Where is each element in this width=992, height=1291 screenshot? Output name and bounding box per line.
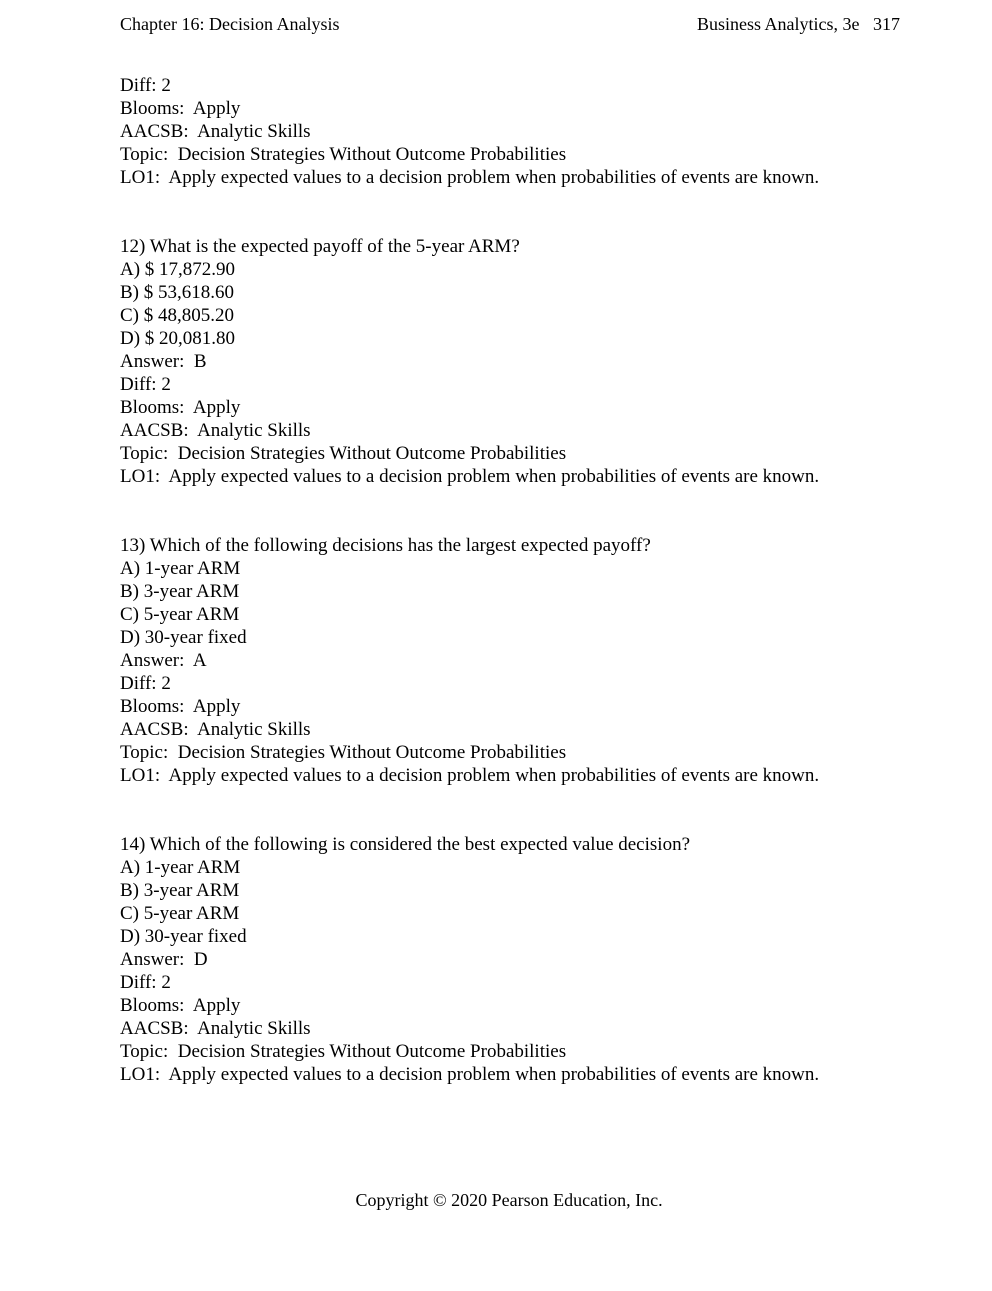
previous-question-metadata [120,74,920,189]
question-stem: 13) Which of the following decisions has the largest expected payoff? [120,535,651,556]
aacsb-tag: AACSB: Analytic Skills [120,420,311,441]
topic: Topic: Decision Strategies Without Outcome Probabilities [120,443,567,464]
option-b: B) $ 53,618.60 [120,282,234,303]
option-a: A) 1-year ARM [120,558,241,579]
option-d: D) 30-year fixed [120,926,247,947]
option-d: D) 30-year fixed [120,627,247,648]
learning-objective: LO1: Apply expected values to a decision problem when probabilities of events are known. [120,1064,820,1085]
answer: Answer: B [120,351,207,372]
difficulty: Diff: 2 [120,673,171,694]
option-b: B) 3-year ARM [120,581,240,602]
book-title: Business Analytics, 3e [697,14,860,34]
topic: Topic: Decision Strategies Without Outcome Probabilities [120,742,567,763]
question-13 [120,534,920,787]
question-stem: 14) Which of the following is considered the best expected value decision? [120,834,690,855]
page-content [120,74,920,1086]
option-c: C) 5-year ARM [120,604,240,625]
question-stem: 12) What is the expected payoff of the 5-year ARM? [120,236,520,257]
question-14 [120,833,920,1086]
learning-objective: LO1: Apply expected values to a decision problem when probabilities of events are known. [120,167,820,188]
topic: Topic: Decision Strategies Without Outcome Probabilities [120,144,567,165]
page-number: 317 [873,14,900,34]
blooms-level: Blooms: Apply [120,696,241,717]
aacsb-tag: AACSB: Analytic Skills [120,1018,311,1039]
option-a: A) 1-year ARM [120,857,241,878]
book-title-and-page [697,13,900,36]
copyright-notice: Copyright © 2020 Pearson Education, Inc. [355,1190,663,1210]
learning-objective: LO1: Apply expected values to a decision problem when probabilities of events are known. [120,765,820,786]
difficulty: Diff: 2 [120,374,171,395]
chapter-title: Chapter 16: Decision Analysis [120,14,340,34]
learning-objective: LO1: Apply expected values to a decision problem when probabilities of events are known. [120,466,820,487]
answer: Answer: D [120,949,208,970]
difficulty: Diff: 2 [120,972,171,993]
option-d: D) $ 20,081.80 [120,328,236,349]
difficulty: Diff: 2 [120,75,171,96]
page-header [120,13,900,36]
answer: Answer: A [120,650,207,671]
option-c: C) 5-year ARM [120,903,240,924]
topic: Topic: Decision Strategies Without Outcome Probabilities [120,1041,567,1062]
aacsb-tag: AACSB: Analytic Skills [120,121,311,142]
aacsb-tag: AACSB: Analytic Skills [120,719,311,740]
blooms-level: Blooms: Apply [120,397,241,418]
option-b: B) 3-year ARM [120,880,240,901]
page-footer [0,1189,992,1212]
option-c: C) $ 48,805.20 [120,305,234,326]
blooms-level: Blooms: Apply [120,995,241,1016]
option-a: A) $ 17,872.90 [120,259,236,280]
question-12 [120,235,920,488]
blooms-level: Blooms: Apply [120,98,241,119]
